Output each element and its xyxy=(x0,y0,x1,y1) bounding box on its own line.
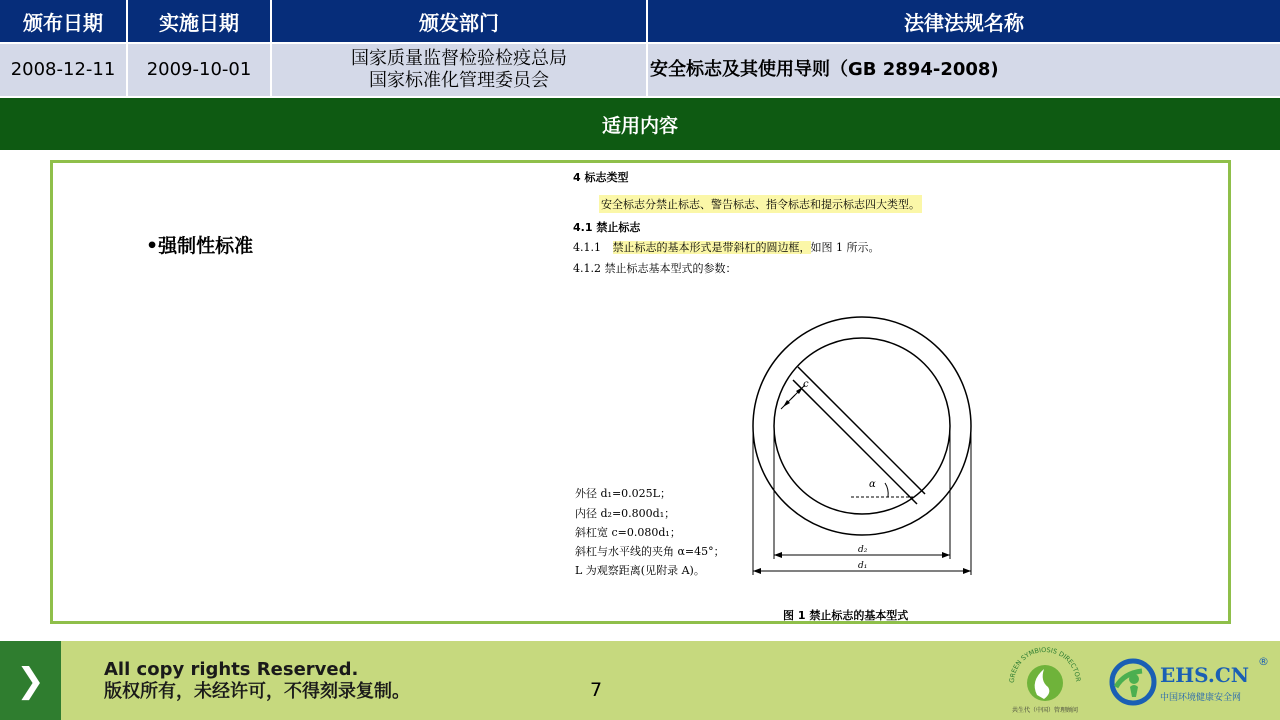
doc-para-4: 安全标志分禁止标志、警告标志、指令标志和提示标志四大类型。 xyxy=(599,195,922,213)
ehs-globe-icon xyxy=(1108,657,1158,707)
table-row xyxy=(0,42,1280,96)
doc-para-4-1-1-rest: 如图 1 所示。 xyxy=(810,241,880,254)
label-alpha: α xyxy=(869,479,876,490)
outer-circle xyxy=(753,317,971,535)
logo-arc-text: GREEN SYMBIOSIS DIRECTOR xyxy=(1007,645,1083,684)
ehs-cn-logo xyxy=(1108,655,1278,711)
header-department: 颁发部门 xyxy=(272,0,648,42)
bar-edge-2 xyxy=(793,380,917,504)
param-inner-diameter: 内径 d₂=0.800d₁； xyxy=(575,507,676,520)
effective-date-cell: 2009-10-01 xyxy=(128,44,272,96)
table-header-row xyxy=(0,0,1280,42)
param-outer-diameter: 外径 d₁=0.025L； xyxy=(575,487,671,500)
doc-heading-4: 4 标志类型 xyxy=(573,171,629,184)
footer xyxy=(0,641,1280,720)
figure-caption: 图 1 禁止标志的基本型式 xyxy=(783,609,909,622)
doc-heading-4-1: 4.1 禁止标志 xyxy=(573,221,641,234)
logo1-subtitle: 共生代（中国）管理顾问 xyxy=(1011,707,1078,714)
ehs-cn-name: EHS.CN xyxy=(1160,663,1250,687)
param-angle: 斜杠与水平线的夹角 α=45°； xyxy=(575,545,725,558)
green-symbiosis-logo xyxy=(1000,643,1090,719)
label-c: c xyxy=(803,379,809,390)
header-regulation-name: 法律法规名称 xyxy=(904,10,1024,35)
param-bar-width: 斜杠宽 c=0.080d₁； xyxy=(575,526,681,539)
bullet-text: •强制性标准 xyxy=(146,235,254,257)
label-d2: d₂ xyxy=(858,545,868,555)
doc-para-4-1-1-num: 4.1.1 xyxy=(573,241,601,254)
section-title: 适用内容 xyxy=(0,96,1280,150)
registered-mark: ® xyxy=(1258,655,1269,668)
chevron-right-icon[interactable]: ❯ xyxy=(0,641,61,720)
bar-edge-1 xyxy=(798,367,925,494)
param-distance: L 为观察距离(见附录 A)。 xyxy=(575,564,705,577)
content-box xyxy=(50,160,1231,624)
doc-para-4-1-2: 4.1.2 禁止标志基本型式的参数： xyxy=(573,262,737,275)
copyright-text xyxy=(104,659,410,703)
inner-circle xyxy=(774,338,950,514)
department-line-1: 国家质量监督检验检疫总局 xyxy=(351,48,567,69)
header-effective-date: 实施日期 xyxy=(128,0,272,42)
ehs-cn-subtitle: 中国环境健康安全网 xyxy=(1160,693,1242,703)
prohibition-sign-diagram xyxy=(743,313,983,583)
header-issue-date: 颁布日期 xyxy=(0,0,128,42)
doc-para-4-1-1-highlight: 禁止标志的基本形式是带斜杠的圆边框， xyxy=(612,241,811,254)
doc-para-4-1-1 xyxy=(573,239,880,255)
department-line-2: 国家标准化管理委员会 xyxy=(369,70,549,91)
copyright-line-2: 版权所有，未经许可，不得刻录复制。 xyxy=(104,681,410,702)
copyright-line-1: All copy rights Reserved. xyxy=(104,659,359,680)
regulation-name-cell: 安全标志及其使用导则（GB 2894-2008) xyxy=(650,59,999,80)
label-d1: d₁ xyxy=(858,561,868,571)
standard-excerpt xyxy=(53,163,1234,627)
green-symbiosis-emblem-icon xyxy=(1000,643,1090,705)
department-cell xyxy=(272,44,648,96)
page-number: 7 xyxy=(590,679,603,701)
issue-date-cell: 2008-12-11 xyxy=(0,44,128,96)
